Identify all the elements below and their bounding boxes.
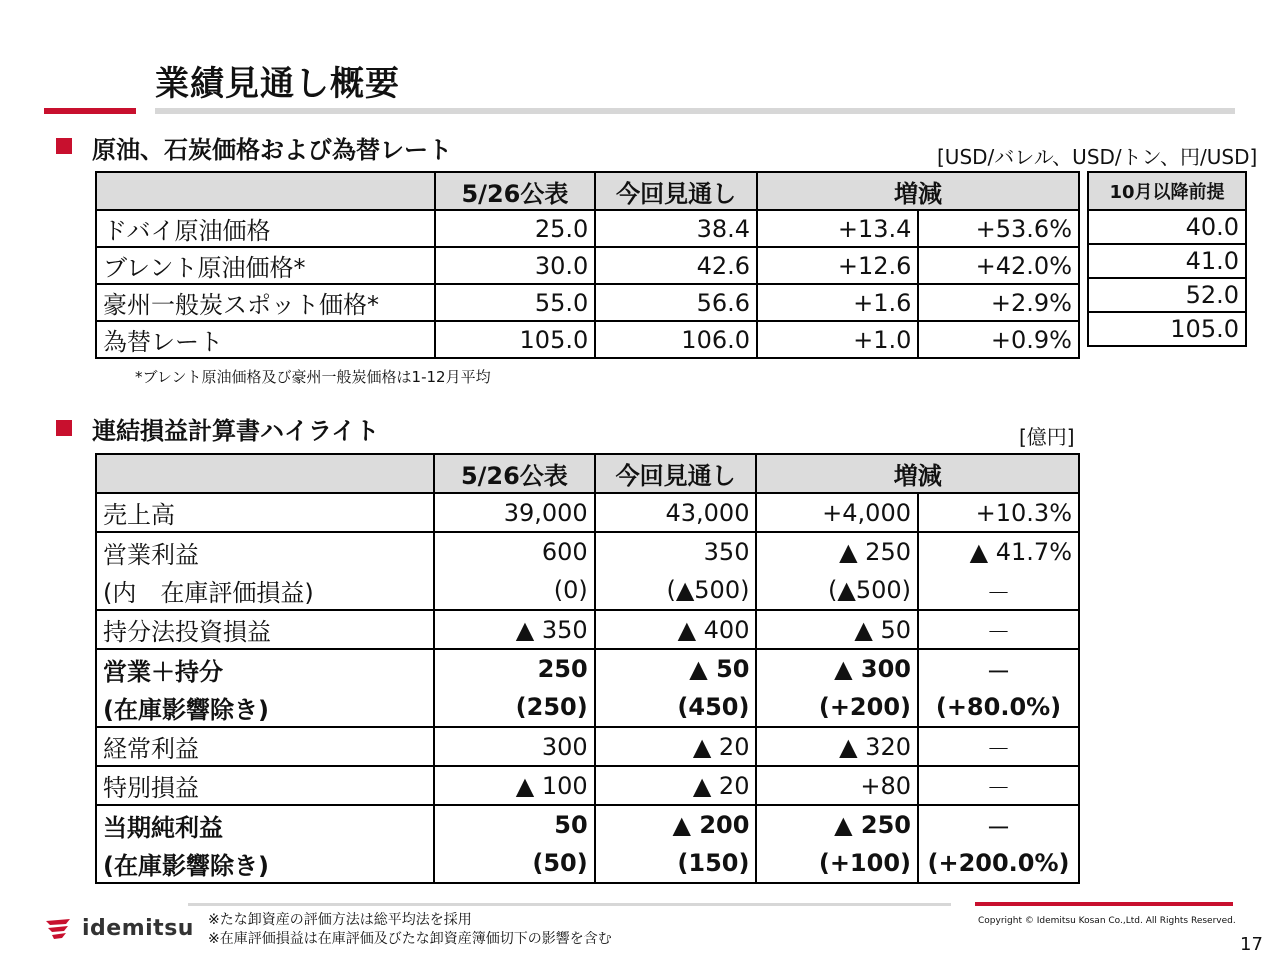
header-change: 増減 — [757, 172, 1079, 210]
table-row — [96, 493, 1079, 532]
header-blank — [96, 172, 435, 210]
cell-change: +13.4 — [757, 210, 918, 247]
cell-assumption: 52.0 — [1088, 278, 1246, 312]
row-label: 営業利益 — [96, 532, 434, 571]
header-change: 増減 — [756, 454, 1079, 493]
square-bullet-icon — [56, 138, 72, 154]
section2-unit: [億円] — [1019, 425, 1075, 449]
cell-change-pct: +53.6% — [918, 210, 1079, 247]
cell-forecast: ▲ 20 — [595, 727, 757, 766]
cell-announced: 30.0 — [435, 247, 596, 284]
cell-announced: (250) — [434, 688, 595, 727]
square-bullet-icon — [56, 420, 72, 436]
table-row — [96, 766, 1079, 805]
table-row — [96, 688, 1079, 727]
cell-announced: ▲ 100 — [434, 766, 595, 805]
cell-announced: 39,000 — [434, 493, 595, 532]
cell-change-pct: +2.9% — [918, 284, 1079, 321]
cell-forecast: 43,000 — [595, 493, 757, 532]
cell-assumption: 41.0 — [1088, 244, 1246, 278]
table-row — [96, 321, 1079, 358]
cell-change-pct: － — [918, 766, 1079, 805]
cell-change: +80 — [756, 766, 918, 805]
row-label: 売上高 — [96, 493, 434, 532]
row-label: 営業＋持分 — [96, 649, 434, 688]
table-row — [96, 571, 1079, 610]
cell-forecast: ▲ 400 — [595, 610, 757, 649]
section1-title: 原油、石炭価格および為替レート — [92, 136, 452, 164]
cell-forecast: ▲ 50 — [595, 649, 757, 688]
cell-change: ▲ 50 — [756, 610, 918, 649]
table-header-row — [96, 172, 1079, 210]
cell-forecast: 38.4 — [595, 210, 757, 247]
cell-forecast: (▲500) — [595, 571, 757, 610]
row-label: ドバイ原油価格 — [96, 210, 435, 247]
cell-announced: 55.0 — [435, 284, 596, 321]
header-announced: 5/26公表 — [435, 172, 596, 210]
cell-announced: 25.0 — [435, 210, 596, 247]
cell-forecast: ▲ 20 — [595, 766, 757, 805]
footer-rule — [188, 903, 951, 906]
table-header-row — [1088, 172, 1246, 210]
cell-announced: (50) — [434, 844, 595, 883]
cell-change: +12.6 — [757, 247, 918, 284]
copyright: Copyright © Idemitsu Kosan Co.,Ltd. All Rights Reserved. — [978, 916, 1236, 926]
table-row — [96, 247, 1079, 284]
row-label: (在庫影響除き) — [96, 688, 434, 727]
table-header-row — [96, 454, 1079, 493]
cell-assumption: 40.0 — [1088, 210, 1246, 244]
cell-change: (▲500) — [756, 571, 918, 610]
page-title: 業績見通し概要 — [155, 64, 400, 104]
cell-announced: 50 — [434, 805, 595, 844]
cell-announced: 600 — [434, 532, 595, 571]
cell-announced: 105.0 — [435, 321, 596, 358]
cell-forecast: (450) — [595, 688, 757, 727]
table-row — [96, 532, 1079, 571]
footer-note: ※たな卸資産の評価方法は総平均法を採用 — [208, 912, 472, 928]
table-row — [1088, 244, 1246, 278]
header-assumption: 10月以降前提 — [1088, 172, 1246, 210]
table-row — [1088, 312, 1246, 346]
table-row — [96, 284, 1079, 321]
cell-forecast: 350 — [595, 532, 757, 571]
title-accent-bar — [44, 108, 136, 114]
table-row — [96, 210, 1079, 247]
row-label: ブレント原油価格* — [96, 247, 435, 284]
idemitsu-logo-icon — [44, 917, 76, 941]
table-row — [96, 805, 1079, 844]
header-blank — [96, 454, 434, 493]
cell-forecast: 42.6 — [595, 247, 757, 284]
cell-change-pct: +0.9% — [918, 321, 1079, 358]
cell-change-pct: ▲ 41.7% — [918, 532, 1079, 571]
cell-change-pct: － — [918, 805, 1079, 844]
cell-announced: 250 — [434, 649, 595, 688]
cell-assumption: 105.0 — [1088, 312, 1246, 346]
table-row — [96, 649, 1079, 688]
cell-announced: ▲ 350 — [434, 610, 595, 649]
section2-title: 連結損益計算書ハイライト — [92, 417, 380, 445]
company-logo — [44, 916, 194, 941]
cell-change: ▲ 320 — [756, 727, 918, 766]
table-row — [96, 727, 1079, 766]
cell-announced: (0) — [434, 571, 595, 610]
cell-change-pct: － — [918, 727, 1079, 766]
cell-change: +1.0 — [757, 321, 918, 358]
cell-change: (+200) — [756, 688, 918, 727]
cell-change: (+100) — [756, 844, 918, 883]
cell-change: ▲ 250 — [756, 805, 918, 844]
cell-forecast: ▲ 200 — [595, 805, 757, 844]
cell-change: +4,000 — [756, 493, 918, 532]
cell-forecast: 106.0 — [595, 321, 757, 358]
cell-change-pct: － — [918, 649, 1079, 688]
logo-text: idemitsu — [82, 916, 194, 941]
cell-change-pct: (+200.0%) — [918, 844, 1079, 883]
row-label: 持分法投資損益 — [96, 610, 434, 649]
cell-forecast: 56.6 — [595, 284, 757, 321]
cell-change-pct: +10.3% — [918, 493, 1079, 532]
cell-change-pct: +42.0% — [918, 247, 1079, 284]
table-row — [96, 610, 1079, 649]
cell-change-pct: － — [918, 571, 1079, 610]
header-forecast: 今回見通し — [595, 454, 757, 493]
table-row — [1088, 278, 1246, 312]
assumption-table — [1087, 171, 1247, 347]
price-table — [95, 171, 1080, 359]
footer-accent-bar — [975, 902, 1233, 906]
income-table — [95, 453, 1080, 884]
row-label: 特別損益 — [96, 766, 434, 805]
row-label: (在庫影響除き) — [96, 844, 434, 883]
cell-announced: 300 — [434, 727, 595, 766]
price-table-note: *ブレント原油価格及び豪州一般炭価格は1-12月平均 — [135, 368, 491, 386]
row-label: 当期純利益 — [96, 805, 434, 844]
section1-unit: [USD/バレル、USD/トン、円/USD] — [937, 145, 1258, 169]
cell-change-pct: － — [918, 610, 1079, 649]
footer-note: ※在庫評価損益は在庫評価及びたな卸資産簿価切下の影響を含む — [208, 931, 612, 947]
table-row — [1088, 210, 1246, 244]
cell-change-pct: (+80.0%) — [918, 688, 1079, 727]
cell-forecast: (150) — [595, 844, 757, 883]
cell-change: ▲ 300 — [756, 649, 918, 688]
header-announced: 5/26公表 — [434, 454, 595, 493]
row-label: 豪州一般炭スポット価格* — [96, 284, 435, 321]
cell-change: ▲ 250 — [756, 532, 918, 571]
page-number: 17 — [1240, 934, 1263, 955]
header-forecast: 今回見通し — [595, 172, 757, 210]
title-rule — [155, 108, 1235, 114]
cell-change: +1.6 — [757, 284, 918, 321]
row-label: 経常利益 — [96, 727, 434, 766]
row-label: 為替レート — [96, 321, 435, 358]
row-label: (内 在庫評価損益) — [96, 571, 434, 610]
footer-notes — [208, 911, 612, 949]
table-row — [96, 844, 1079, 883]
